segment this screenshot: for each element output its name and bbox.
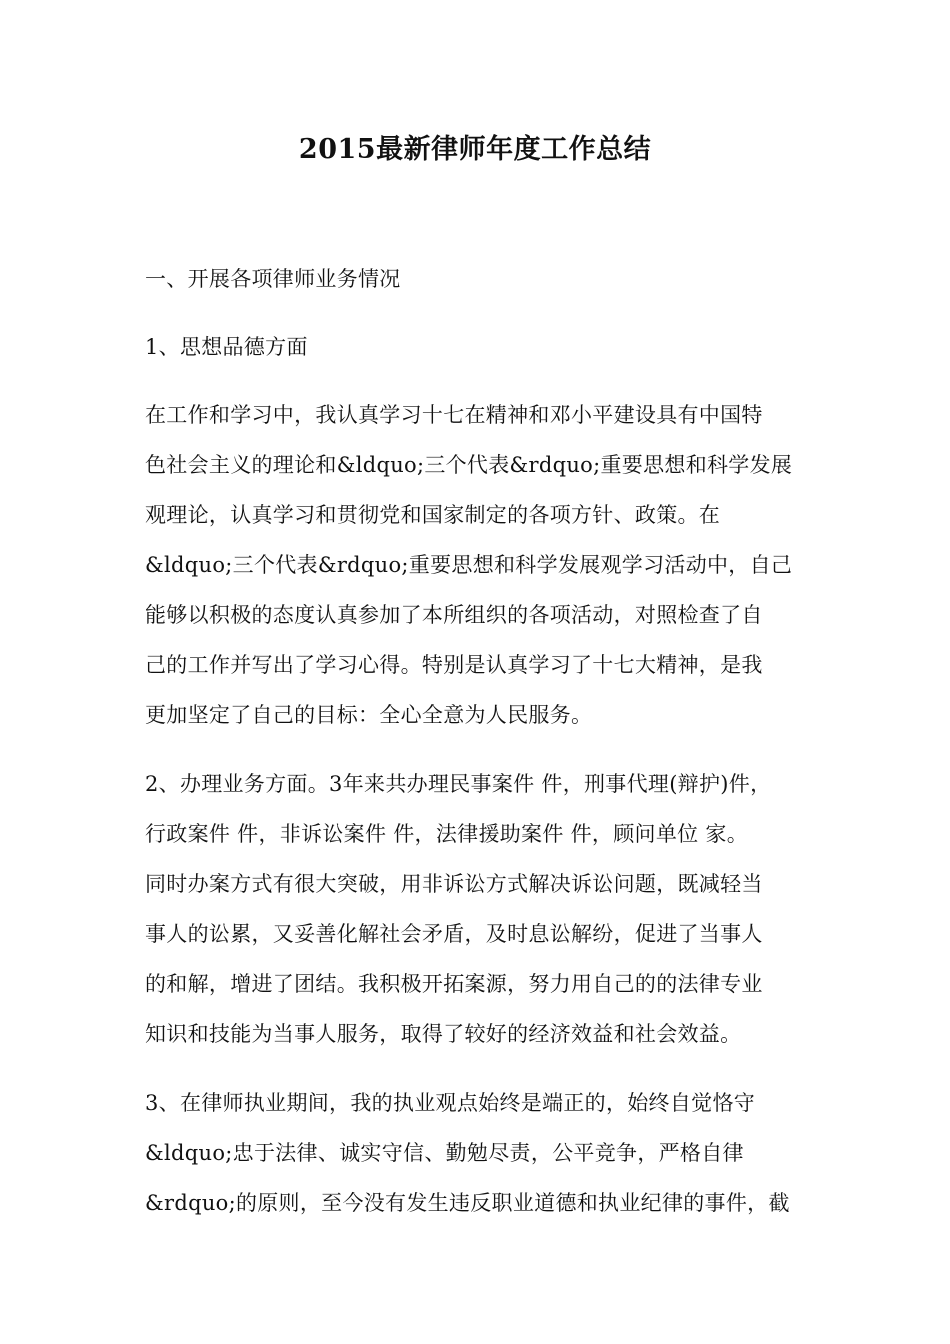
paragraph-line: 3、在律师执业期间，我的执业观点始终是端正的，始终自觉恪守 [145, 1091, 756, 1115]
paragraph-line: 在工作和学习中，我认真学习十七在精神和邓小平建设具有中国特 [145, 403, 763, 427]
paragraph-line: 更加坚定了自己的目标：全心全意为人民服务。 [145, 703, 593, 727]
paragraph-business [145, 763, 810, 1063]
document-title: 2015最新律师年度工作总结 [298, 134, 652, 165]
paragraph-line: 同时办案方式有很大突破，用非诉讼方式解决诉讼问题，既减轻当 [145, 872, 763, 896]
paragraph-line: 知识和技能为当事人服务，取得了较好的经济效益和社会效益。 [145, 1022, 742, 1046]
paragraph-line: 观理论，认真学习和贯彻党和国家制定的各项方针、政策。在 [145, 503, 721, 527]
paragraph-line: &ldquo;三个代表&rdquo;重要思想和科学发展观学习活动中，自己 [145, 553, 793, 577]
paragraph-line: &ldquo;忠于法律、诚实守信、勤勉尽责，公平竞争，严格自律 [145, 1141, 744, 1165]
section-heading: 一、开展各项律师业务情况 [145, 267, 401, 291]
paragraph-line: 能够以积极的态度认真参加了本所组织的各项活动，对照检查了自 [145, 603, 763, 627]
document-body [145, 258, 810, 1232]
paragraph-ethics [145, 1082, 810, 1232]
paragraph-line: 事人的讼累，又妥善化解社会矛盾，及时息讼解纷，促进了当事人 [145, 922, 763, 946]
paragraph-ideology [145, 394, 810, 744]
paragraph-line: &rdquo;的原则，至今没有发生违反职业道德和执业纪律的事件，截 [145, 1191, 790, 1215]
subsection-heading: 1、思想品德方面 [145, 335, 308, 359]
paragraph-line: 的和解，增进了团结。我积极开拓案源，努力用自己的的法律专业 [145, 972, 763, 996]
paragraph-line: 2、办理业务方面。3年来共办理民事案件 件，刑事代理(辩护)件， [145, 772, 772, 796]
paragraph-line: 行政案件 件，非诉讼案件 件，法律援助案件 件，顾问单位 家。 [145, 822, 748, 846]
paragraph-line: 己的工作并写出了学习心得。特别是认真学习了十七大精神，是我 [145, 653, 763, 677]
paragraph-line: 色社会主义的理论和&ldquo;三个代表&rdquo;重要思想和科学发展 [145, 453, 793, 477]
